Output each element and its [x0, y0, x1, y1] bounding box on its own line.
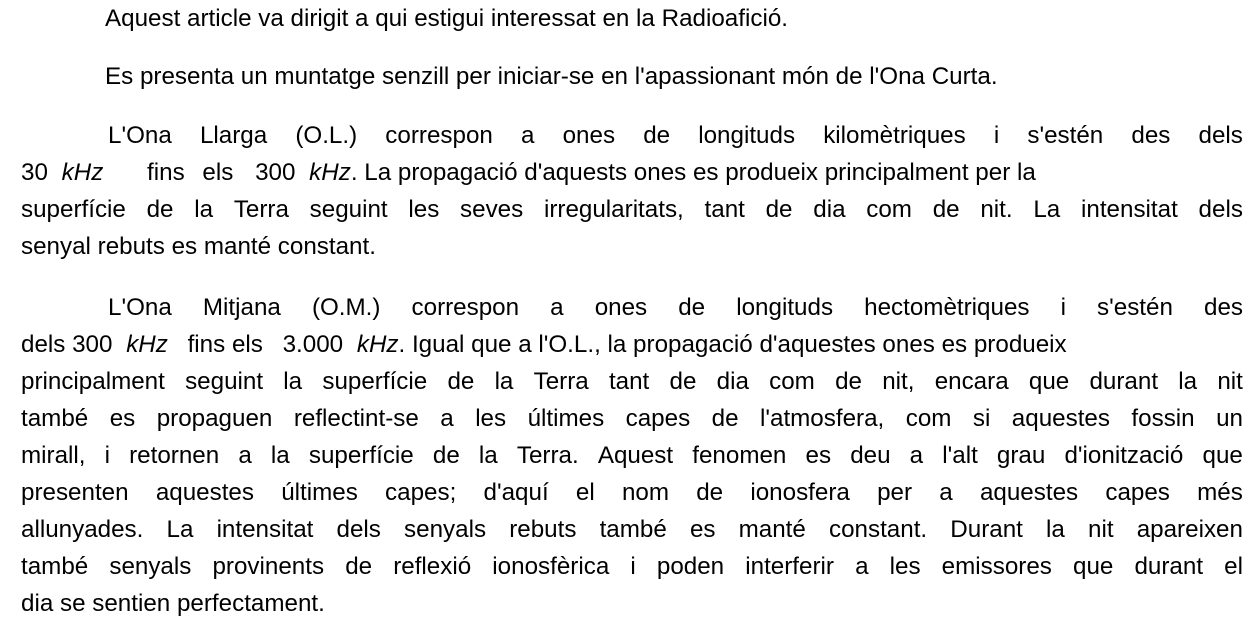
word: Terra — [533, 368, 589, 395]
text-line — [21, 289, 1243, 326]
text-line: dia se sentien perfectament. — [21, 590, 325, 617]
word: seguint — [309, 196, 388, 223]
word: també — [599, 516, 667, 543]
word: dels — [1198, 122, 1243, 149]
word: la — [1178, 368, 1198, 395]
word: si — [972, 405, 991, 432]
word: a — [550, 294, 564, 321]
unit-text: kHz — [61, 159, 104, 186]
word: seguint — [185, 368, 264, 395]
word: reflexió — [393, 553, 472, 580]
word: per — [877, 479, 913, 506]
word: reflectint-se — [293, 405, 419, 432]
text-line — [21, 154, 1243, 191]
word: a — [939, 479, 953, 506]
word: tant — [704, 196, 745, 223]
word: kilomètriques — [823, 122, 966, 149]
word: a — [440, 405, 454, 432]
word: allunyades. — [21, 516, 144, 543]
word: la — [194, 196, 214, 223]
word: la — [494, 368, 514, 395]
word: grau — [996, 442, 1046, 469]
word: l'atmosfera, — [760, 405, 885, 432]
word: de — [835, 368, 862, 395]
word: de — [345, 553, 373, 580]
word: L'Ona — [108, 294, 172, 321]
word: les — [889, 553, 921, 580]
word: les — [475, 405, 507, 432]
word: deu — [850, 442, 891, 469]
word: intensitat — [216, 516, 314, 543]
text-segment: 300 — [255, 159, 296, 186]
word: correspon — [411, 294, 520, 321]
word: retornen — [129, 442, 220, 469]
word: nit. — [980, 196, 1013, 223]
unit-text: kHz — [126, 331, 168, 358]
word: aquestes — [1011, 405, 1110, 432]
word: de — [447, 368, 475, 395]
word: la — [270, 442, 290, 469]
word: que — [1073, 553, 1114, 580]
word: senyals — [109, 553, 192, 580]
word: aquestes — [979, 479, 1079, 506]
word: es — [689, 516, 716, 543]
word: capes — [625, 405, 691, 432]
word: nom — [621, 479, 670, 506]
text-line — [21, 511, 1243, 548]
word: ionosfera — [750, 479, 850, 506]
word: i — [1060, 294, 1066, 321]
word: fenomen — [692, 442, 787, 469]
text-segment: . La propagació d'aquests ones es produeix principalment per la — [350, 159, 1036, 186]
word: també — [21, 553, 89, 580]
word: longituds — [736, 294, 834, 321]
word: de — [932, 196, 960, 223]
word: apareixen — [1136, 516, 1243, 543]
word: de — [146, 196, 174, 223]
word: intensitat — [1081, 196, 1178, 223]
word: longituds — [698, 122, 796, 149]
word: a — [855, 553, 869, 580]
word: poden — [656, 553, 725, 580]
word: La — [1033, 196, 1061, 223]
word: Terra — [233, 196, 289, 223]
word: capes — [1105, 479, 1170, 506]
word: Mitjana — [202, 294, 281, 321]
word: (O.L.) — [295, 122, 358, 149]
word: provinents — [212, 553, 325, 580]
text-segment: fins els — [187, 331, 263, 358]
word: senyals — [404, 516, 487, 543]
word: un — [1216, 405, 1243, 432]
word: hectomètriques — [864, 294, 1030, 321]
text-segment: fins — [147, 159, 185, 186]
word: interferir — [745, 553, 834, 580]
word: que — [1202, 442, 1243, 469]
text-line — [21, 437, 1243, 474]
word: el — [575, 479, 595, 506]
word: nit — [1217, 368, 1243, 395]
text-segment: els — [202, 159, 234, 186]
word: Llarga — [199, 122, 268, 149]
word: rebuts — [509, 516, 577, 543]
text-segment: dels 300 — [21, 331, 113, 358]
word: seves — [460, 196, 524, 223]
word: tant — [608, 368, 650, 395]
text-line — [21, 363, 1243, 400]
unit-text: kHz — [309, 159, 351, 186]
unit-text: kHz — [356, 331, 399, 358]
word: la — [1046, 516, 1065, 543]
text-line — [21, 191, 1243, 228]
word: de — [696, 479, 724, 506]
word: superfície — [308, 442, 414, 469]
word: el — [1224, 553, 1243, 580]
word: propaguen — [156, 405, 273, 432]
word: superfície — [21, 196, 126, 223]
paragraph-intro-audience: Aquest article va dirigit a qui estigui interessat en la Radioafició. — [105, 5, 788, 32]
word: com — [866, 196, 912, 223]
text-segment: 30 — [21, 159, 48, 186]
word: des — [1204, 294, 1243, 321]
word: presenten — [21, 479, 129, 506]
word: dels — [336, 516, 381, 543]
word: d'aquí — [483, 479, 549, 506]
word: La — [166, 516, 194, 543]
text-segment: 3.000 — [282, 331, 344, 358]
word: s'estén — [1027, 122, 1104, 149]
word: també — [21, 405, 89, 432]
word: les — [408, 196, 440, 223]
word: l'alt — [942, 442, 978, 469]
word: principalment — [21, 368, 165, 395]
word: durant — [1089, 368, 1159, 395]
word: des — [1131, 122, 1171, 149]
word: de — [678, 294, 706, 321]
word: i — [104, 442, 110, 469]
word: es — [109, 405, 136, 432]
word: fossin — [1131, 405, 1195, 432]
word: superfície — [322, 368, 428, 395]
word: durant — [1134, 553, 1204, 580]
word: de — [669, 368, 697, 395]
word: ones — [594, 294, 648, 321]
word: ones — [562, 122, 616, 149]
word: dia — [813, 196, 846, 223]
word: nit, — [882, 368, 915, 395]
text-line — [21, 117, 1243, 154]
word: emissores — [941, 553, 1052, 580]
text-line — [21, 548, 1243, 585]
word: que — [1028, 368, 1070, 395]
word: últimes — [281, 479, 358, 506]
word: de — [432, 442, 460, 469]
word: a — [909, 442, 924, 469]
paragraph-intro-project: Es presenta un muntatge senzill per iniciar-se en l'apassionant món de l'Ona Curta. — [105, 63, 998, 90]
word: dia — [716, 368, 749, 395]
word: aquestes — [155, 479, 254, 506]
word: es — [805, 442, 832, 469]
text-line — [21, 474, 1243, 511]
word: la — [478, 442, 498, 469]
word: capes; — [385, 479, 457, 506]
word: Aquest — [597, 442, 674, 469]
word: Durant — [950, 516, 1023, 543]
word: irregularitats, — [543, 196, 684, 223]
word: de — [643, 122, 671, 149]
word: s'estén — [1097, 294, 1173, 321]
word: Terra. — [516, 442, 579, 469]
word: correspon — [385, 122, 493, 149]
word: i — [993, 122, 1000, 149]
word: L'Ona — [108, 122, 172, 149]
word: mirall, — [21, 442, 86, 469]
word: d'ionització — [1064, 442, 1184, 469]
text-line — [21, 400, 1243, 437]
word: i — [630, 553, 636, 580]
word: encara — [934, 368, 1009, 395]
word: la — [283, 368, 303, 395]
word: com — [905, 405, 952, 432]
word: manté — [738, 516, 806, 543]
text-line: senyal rebuts es manté constant. — [21, 233, 376, 260]
word: de — [711, 405, 739, 432]
word: més — [1197, 479, 1243, 506]
word: dels — [1198, 196, 1243, 223]
word: a — [238, 442, 252, 469]
word: com — [769, 368, 815, 395]
word: constant. — [829, 516, 928, 543]
word: ionosfèrica — [492, 553, 610, 580]
word: (O.M.) — [311, 294, 381, 321]
word: nit — [1088, 516, 1114, 543]
word: últimes — [527, 405, 605, 432]
text-line — [21, 326, 1243, 363]
text-segment: . Igual que a l'O.L., la propagació d'aquestes ones es produeix — [398, 331, 1067, 358]
word: a — [521, 122, 535, 149]
word: de — [765, 196, 793, 223]
